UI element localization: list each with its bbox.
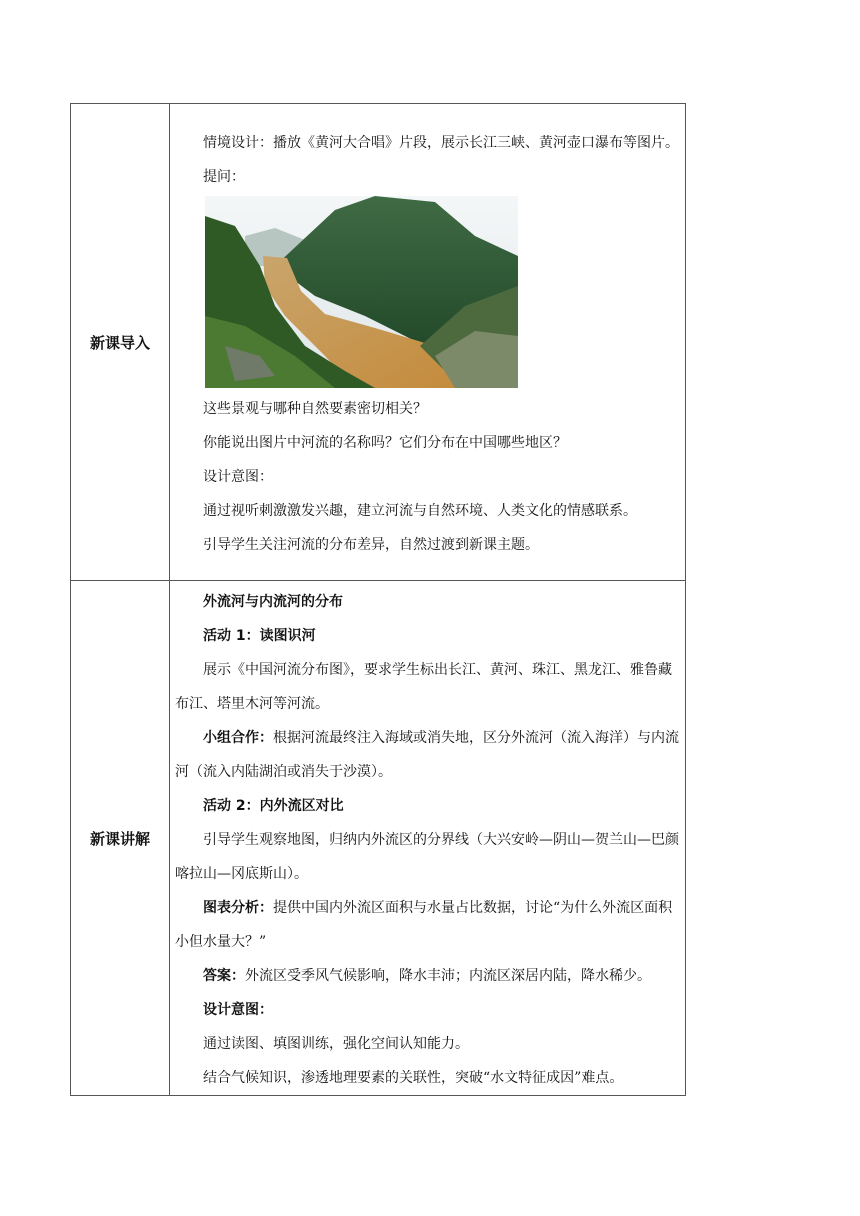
lecture-intent-text-2: 结合气候知识，渗透地理要素的关联性，突破“水文特征成因”难点。 bbox=[203, 1070, 624, 1086]
scenario-design-text: 情境设计：播放《黄河大合唱》片段，展示长江三峡、黄河壶口瀑布等图片。 bbox=[203, 135, 679, 151]
design-intent-text-1: 通过视听刺激激发兴趣，建立河流与自然环境、人类文化的情感联系。 bbox=[203, 503, 637, 519]
question-label: 提问： bbox=[203, 169, 245, 185]
group-work-text: 根据河流最终注入海域或消失地，区分外流河（流入海洋）与内流河（流入内陆湖泊或消失于沙漠）。 bbox=[175, 730, 679, 780]
question-river-name-text: 你能说出图片中河流的名称吗？它们分布在中国哪些地区？ bbox=[203, 435, 567, 451]
lecture-design-intent-label: 设计意图： bbox=[203, 1002, 273, 1018]
design-intent-text-2: 引导学生关注河流的分布差异，自然过渡到新课主题。 bbox=[203, 537, 539, 553]
question-landscape-text: 这些景观与哪种自然要素密切相关？ bbox=[203, 401, 427, 417]
activity-2-text: 引导学生观察地图，归纳内外流区的分界线（大兴安岭—阴山—贺兰山—巴颜喀拉山—冈底斯山）。 bbox=[175, 832, 679, 882]
river-gorge-photo bbox=[205, 196, 518, 388]
section-row-intro bbox=[71, 104, 686, 581]
lecture-intent-text-1: 通过读图、填图训练，强化空间认知能力。 bbox=[203, 1036, 469, 1052]
lesson-plan-table bbox=[70, 103, 686, 1096]
answer-text: 外流区受季风气候影响，降水丰沛；内流区深居内陆，降水稀少。 bbox=[245, 968, 651, 984]
group-work-label: 小组合作： bbox=[203, 730, 273, 746]
section-row-lecture bbox=[71, 581, 686, 1096]
activity-1-title: 活动 1：读图识河 bbox=[203, 628, 316, 644]
chart-analysis-paragraph bbox=[175, 891, 679, 959]
answer-paragraph bbox=[175, 959, 679, 993]
section-content-lecture bbox=[170, 581, 686, 1096]
chart-analysis-label: 图表分析： bbox=[203, 900, 273, 916]
answer-label: 答案： bbox=[203, 968, 245, 984]
chart-analysis-text: 提供中国内外流区面积与水量占比数据，讨论“为什么外流区面积小但水量大？” bbox=[175, 900, 673, 950]
section-label-lecture: 新课讲解 bbox=[71, 581, 170, 1096]
section-content-intro bbox=[170, 104, 686, 581]
section-label-intro: 新课导入 bbox=[71, 104, 170, 581]
activity-2-title: 活动 2：内外流区对比 bbox=[203, 798, 344, 814]
lecture-heading: 外流河与内流河的分布 bbox=[203, 594, 343, 610]
design-intent-label: 设计意图： bbox=[203, 469, 273, 485]
activity-1-text: 展示《中国河流分布图》，要求学生标出长江、黄河、珠江、黑龙江、雅鲁藏布江、塔里木河等河流。 bbox=[175, 662, 672, 712]
group-work-paragraph bbox=[175, 721, 679, 789]
